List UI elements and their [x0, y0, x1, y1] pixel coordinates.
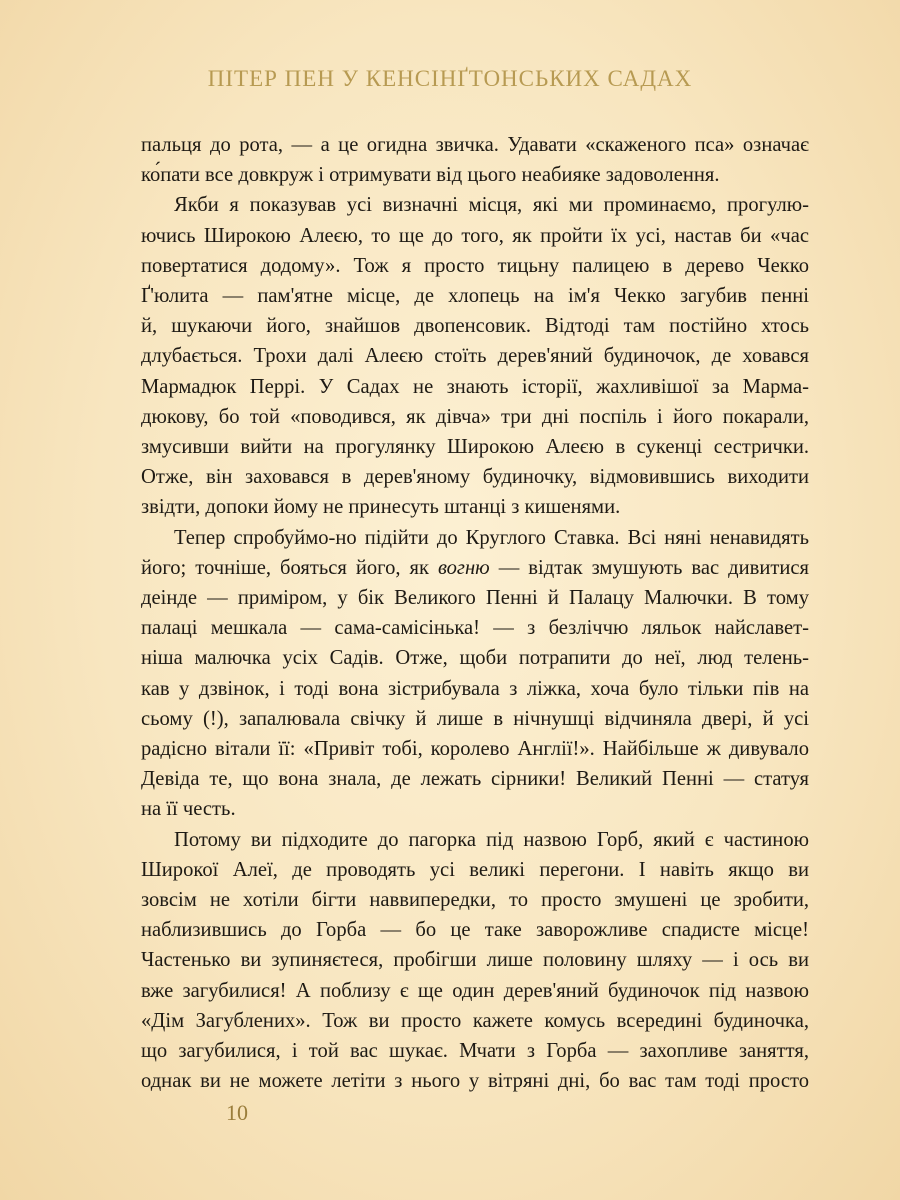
running-header: ПІТЕР ПЕН У КЕНСІНҐТОНСЬКИХ САДАХ	[207, 66, 693, 91]
paragraph-first-line: Потому ви підходите до пагорка під назвою Горб, який є частиною	[174, 828, 809, 851]
line: Широкої Алеї, де проводять усі великі перегони. І навіть якщо ви	[141, 858, 809, 881]
emphasis: вогню	[437, 556, 490, 579]
line: зовсім не хотіли бігти наввипередки, то просто змушені це зробити,	[141, 889, 809, 912]
line: звідти, допоки йому не принесуть штанці з кишенями.	[141, 496, 621, 519]
line: палаці мешкала — сама-самісінька! — з безліччю ляльок найславет-	[141, 617, 809, 640]
paragraph-first-line: Тепер спробуймо-но підійти до Круглого Ставка. Всі няні ненавидять	[174, 526, 809, 549]
page-number: 10	[226, 1100, 248, 1125]
line: й, шукаючи його, знайшов двопенсовик. Відтоді там постійно хтось	[141, 315, 809, 338]
line: радісно вітали її: «Привіт тобі, королево Англії!». Найбільше ж дивувало	[141, 738, 809, 761]
line: змусивши вийти на прогулянку Широкою Алеєю в сукенці сестрички.	[141, 436, 809, 459]
text-run: його; точніше, бояться його, як	[141, 556, 438, 579]
line: Частенько ви зупиняєтеся, пробігши лише половину шляху — і ось ви	[141, 949, 809, 972]
line: вже загубилися! А поблизу є ще один дерев'яний будиночок під назвою	[141, 979, 809, 1002]
line: ніша малючка усіх Садів. Отже, щоби потрапити до неї, люд телень-	[141, 647, 809, 670]
line: сьому (!), запалювала свічку й лише в нічнушці відчиняла двері, й усі	[141, 707, 809, 730]
line: наблизившись до Горба — бо це таке заворожливе спадисте місце!	[141, 919, 809, 942]
line: що загубилися, і той вас шукає. Мчати з Горба — захопливе заняття,	[141, 1040, 809, 1063]
text-run: — відтак змушують вас дивитися	[489, 556, 809, 579]
line: повертатися додому». Тож я просто тицьну палицею в дерево Чекко	[141, 254, 809, 277]
line: Отже, він заховався в дерев'яному будиночку, відмовившись виходити	[141, 466, 809, 489]
line: деінде — приміром, у бік Великого Пенні й Палацу Малючки. В тому	[141, 587, 809, 610]
line	[141, 553, 809, 583]
line: кав у дзвінок, і тоді вона зістрибувала з ліжка, хоча було тільки пів на	[141, 677, 809, 700]
line: на її честь.	[141, 798, 236, 821]
body-text	[141, 130, 809, 1097]
line: пальця до рота, — а це огидна звичка. Удавати «скаженого пса» означає	[141, 134, 809, 156]
line: Мармадюк Перрі. У Садах не знають історії, жахливішої за Марма-	[141, 375, 809, 398]
line: дюкову, бо той «поводився, як дівча» три дні поспіль і його покарали,	[141, 405, 809, 428]
line: Девіда те, що вона знала, де лежать сірники! Великий Пенні — статуя	[141, 768, 809, 791]
paragraph-first-line: Якби я показував усі визначні місця, які ми проминаємо, прогулю-	[174, 194, 809, 217]
line: Ґ'юлита — пам'ятне місце, де хлопець на ім'я Чекко загубив пенні	[141, 285, 809, 308]
line: длубається. Трохи далі Алеєю стоїть дерев'яний будиночок, де ховався	[141, 345, 809, 368]
line: «Дім Загублених». Тож ви просто кажете комусь всередині будиночка,	[141, 1009, 809, 1032]
line: ко́пати все довкруж і отримувати від цього неабияке задоволення.	[141, 164, 720, 187]
line: однак ви не можете летіти з нього у вітряні дні, бо вас там тоді просто	[141, 1070, 809, 1093]
line: ючись Широкою Алеєю, то ще до того, як пройти їх усі, настав би «час	[141, 224, 809, 247]
